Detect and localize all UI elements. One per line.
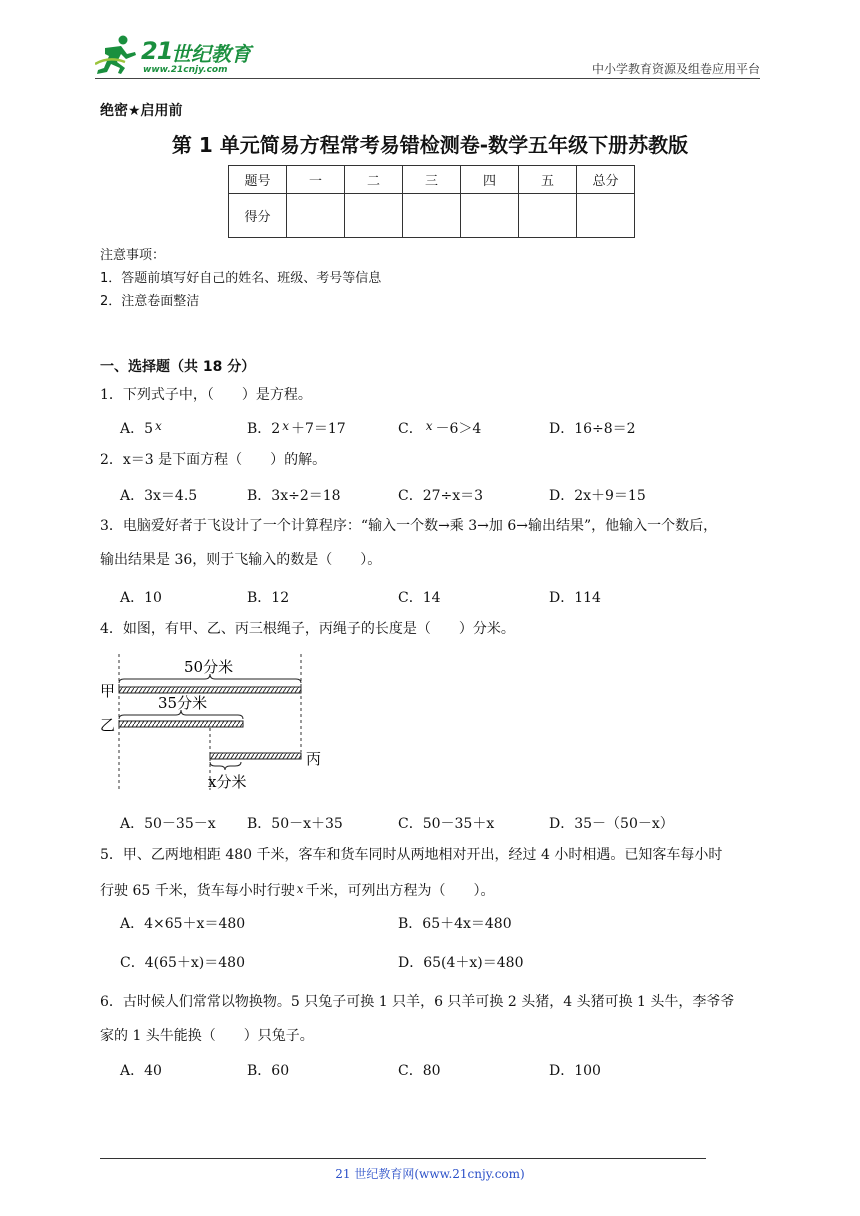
question-4-stem: 4．如图，有甲、乙、丙三根绳子，丙绳子的长度是（ ）分米。 <box>100 621 515 637</box>
score-blank-cell <box>519 194 577 238</box>
q2-option-a: A．3x＝4.5 <box>120 488 198 504</box>
secret-mark: 绝密★启用前 <box>100 103 183 119</box>
section-heading: 一、选择题（共 18 分） <box>100 359 256 375</box>
label-50: 50分米 <box>184 658 234 676</box>
header-divider <box>95 78 760 79</box>
rope-bing <box>210 753 301 759</box>
question-3-line-1: 3．电脑爱好者于飞设计了一个计算程序：“输入一个数→乘 3→加 6→输出结果”，他输入一个数后， <box>100 518 718 534</box>
q3-option-d: D．114 <box>549 590 601 606</box>
q5-line2-var: x <box>296 882 304 896</box>
q5-option-a: A．4×65＋x＝480 <box>120 916 246 932</box>
score-blank-cell <box>577 194 635 238</box>
q6-option-c: C．80 <box>398 1063 441 1079</box>
label-35: 35分米 <box>158 694 208 712</box>
notes-title: 注意事项： <box>100 248 166 263</box>
score-header-cell: 题号 <box>229 166 287 194</box>
q2-option-c: C．27÷x＝3 <box>398 488 484 504</box>
label-yi: 乙 <box>100 716 116 734</box>
q4-option-c: C．50－35＋x <box>398 816 495 832</box>
rope-jia <box>119 687 301 693</box>
score-blank-cell <box>461 194 519 238</box>
score-table <box>228 165 635 238</box>
label-jia: 甲 <box>100 682 116 700</box>
q3-option-b: B．12 <box>247 590 290 606</box>
q4-option-a: A．50－35－x <box>120 816 216 832</box>
q4-option-d: D．35－（50－x） <box>549 816 674 832</box>
notes-item: 2．注意卷面整洁 <box>100 294 200 309</box>
score-header-cell: 二 <box>345 166 403 194</box>
q3-option-c: C．14 <box>398 590 441 606</box>
question-5-line-1: 5．甲、乙两地相距 480 千米，客车和货车同时从两地相对开出，经过 4 小时相遇。已知客车每小时 <box>100 847 723 863</box>
score-blank-cell <box>287 194 345 238</box>
score-label-cell: 得分 <box>229 194 287 238</box>
notes <box>100 244 381 313</box>
q6-option-a: A．40 <box>120 1063 162 1079</box>
logo-text: 世纪教育 <box>171 42 251 66</box>
logo-number: 21 <box>141 37 173 65</box>
q6-option-b: B．60 <box>247 1063 290 1079</box>
score-header-cell: 总分 <box>577 166 635 194</box>
label-x: x分米 <box>208 773 247 791</box>
q3-option-a: A．10 <box>120 590 162 606</box>
rope-diagram <box>98 652 338 794</box>
q1-option-b-var: x <box>282 419 289 433</box>
q1-option-a <box>120 418 162 438</box>
score-header-cell: 四 <box>461 166 519 194</box>
score-blank-cell <box>403 194 461 238</box>
q2-option-d: D．2x＋9＝15 <box>549 488 646 504</box>
page-title: 第 1 单元简易方程常考易错检测卷-数学五年级下册苏教版 <box>171 133 689 157</box>
score-header-cell: 一 <box>287 166 345 194</box>
rope-yi <box>119 721 243 727</box>
notes-item: 1．答题前填写好自己的姓名、班级、考号等信息 <box>100 271 382 286</box>
q2-option-b: B．3x÷2＝18 <box>247 488 341 504</box>
score-header-cell: 五 <box>519 166 577 194</box>
score-blank-cell <box>345 194 403 238</box>
score-header-cell: 三 <box>403 166 461 194</box>
page-header <box>95 32 760 80</box>
question-1-stem: 1．下列式子中，（ ）是方程。 <box>100 387 312 403</box>
q1-option-b <box>247 418 346 438</box>
q5-line2-pre: 行驶 65 千米，货车每小时行驶 <box>100 883 295 899</box>
q1-option-c <box>398 418 481 438</box>
q6-option-d: D．100 <box>549 1063 601 1079</box>
runner-logo-icon <box>95 34 141 76</box>
q5-option-c: C．4(65＋x)＝480 <box>120 955 245 971</box>
q1-option-c-var: x <box>425 419 433 433</box>
question-6-line-1: 6．古时候人们常常以物换物。5 只兔子可换 1 只羊，6 只羊可换 2 头猪，4 头猪可换 1 头牛，李爷爷 <box>100 994 735 1010</box>
logo-url: www.21cnjy.com <box>143 65 228 75</box>
label-bing: 丙 <box>306 750 322 768</box>
footer-divider <box>100 1158 706 1159</box>
q1-option-b-post: ＋7＝17 <box>290 421 346 437</box>
question-6-line-2: 家的 1 头牛能换（ ）只兔子。 <box>100 1028 314 1044</box>
q1-option-b-pre: B．2 <box>247 421 281 437</box>
question-3-line-2: 输出结果是 36，则于飞输入的数是（ ）。 <box>100 552 382 568</box>
q5-option-b: B．65＋4x＝480 <box>398 916 512 932</box>
q1-option-c-post: －6＞4 <box>435 421 482 437</box>
footer-link[interactable]: 21 世纪教育网(www.21cnjy.com) <box>335 1167 525 1181</box>
q4-option-b: B．50－x＋35 <box>247 816 343 832</box>
logo <box>95 32 265 78</box>
q1-option-d: D．16÷8＝2 <box>549 421 636 437</box>
question-5-line-2 <box>100 872 765 908</box>
q1-option-a-var: x <box>155 419 162 433</box>
q5-option-d: D．65(4＋x)＝480 <box>398 955 524 971</box>
platform-label: 中小学教育资源及组卷应用平台 <box>591 62 760 76</box>
question-2-stem: 2．x＝3 是下面方程（ ）的解。 <box>100 452 327 468</box>
q1-option-c-pre: C． <box>398 421 423 437</box>
q5-line2-post: 千米，可列出方程为（ ）。 <box>305 883 495 899</box>
q1-option-a-text: A．5 <box>120 421 154 437</box>
